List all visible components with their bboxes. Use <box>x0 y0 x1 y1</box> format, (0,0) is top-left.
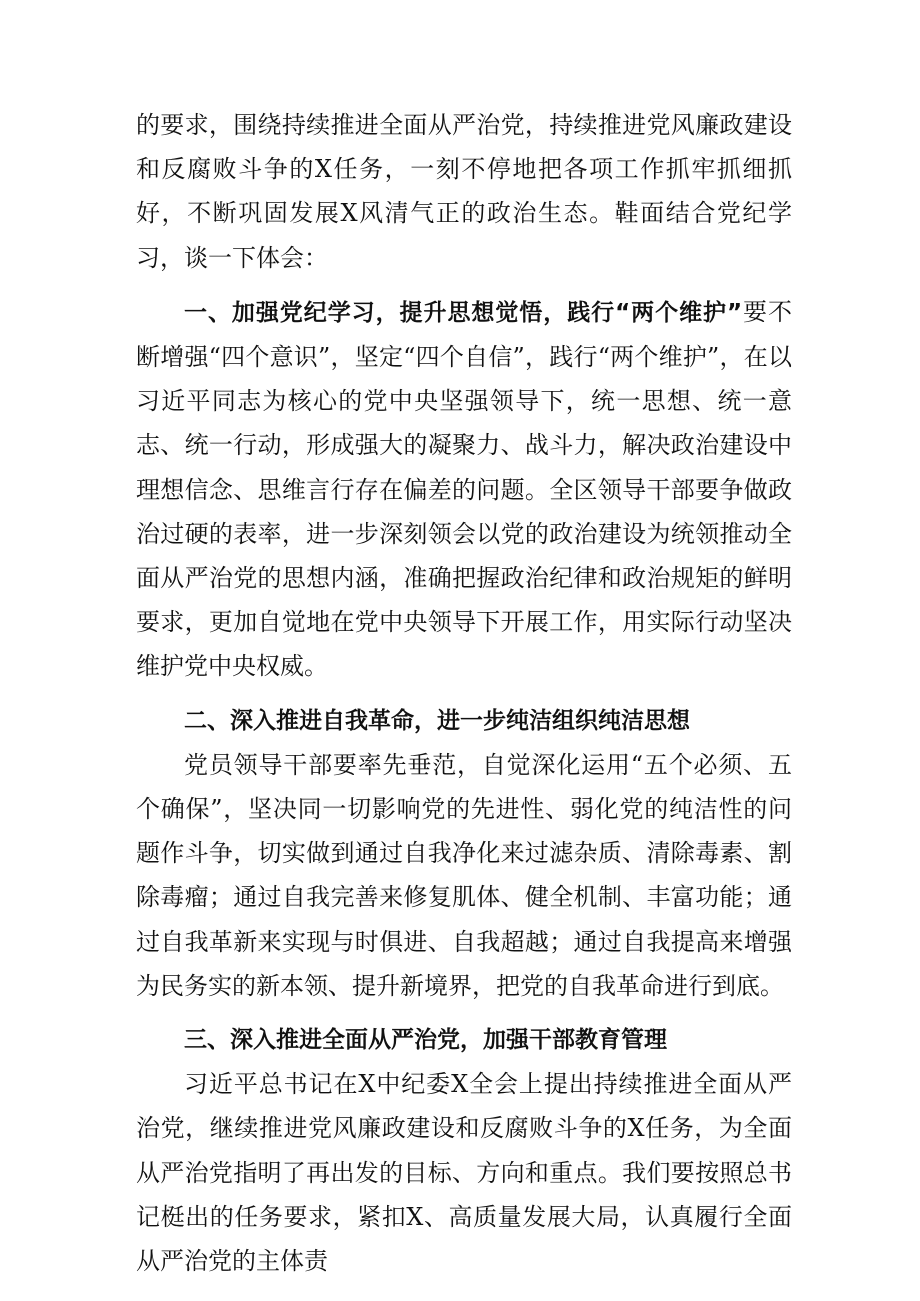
intro-paragraph: 的要求，围绕持续推进全面从严治党，持续推进党风廉政建设和反腐败斗争的X任务，一刻不停地把各项工作抓牢抓细抓好，不断巩固发展X风清气正的政治生态。鞋面结合党纪学习，谈一下体会： <box>136 111 792 272</box>
section-2-heading: 二、深入推进自我革命，进一步纯洁组织纯洁思想 <box>184 707 690 734</box>
section-3-body: 习近平总书记在X中纪委X全会上提出持续推进全面从严治党，继续推进党风廉政建设和反腐败斗争的X任务，为全面从严治党指明了再出发的目标、方向和重点。我们要按照总书记梃出的任务要求，紧扣X、高质量发展大局，认真履行全面从严治党的主体责 <box>136 1070 792 1276</box>
section-1-heading: 一、加强党纪学习，提升思想觉悟，践行“两个维护” <box>184 299 743 326</box>
section-1-body: 要不断增强“四个意识”，坚定“四个自信”，践行“两个维护”，在以习近平同志为核心的党中央坚强领导下，统一思想、统一意志、统一行动，形成强大的凝聚力、战斗力，解决政治建设中理想信念、思维言行存在偏差的问题。全区领导干部要争做政治过硬的表率，进一步深刻领会以党的政治建设为统领推动全面从严治党的思想内涵，准确把握政治纪律和政治规矩的鲜明要求，更加自觉地在党中央领导下开展工作，用实际行动坚决维护党中央权威。 <box>136 297 793 681</box>
section-3-heading: 三、深入推进全面从严治党，加强干部教育管理 <box>184 1027 667 1054</box>
document-body <box>136 103 792 1283</box>
section-2-body: 党员领导干部要率先垂范，自觉深化运用“五个必须、五个确保”，坚决同一切影响党的先进性、弱化党的纯洁性的问题作斗争，切实做到通过自我净化来过滤杂质、清除毒素、割除毒瘤；通过自我完善来修复肌体、健全机制、丰富功能；通过自我革新来实现与时俱进、自我超越；通过自我提高来增强为民务实的新本领、提升新境界，把党的自我革命进行到底。 <box>136 750 792 1000</box>
section-1-paragraph <box>136 290 792 689</box>
